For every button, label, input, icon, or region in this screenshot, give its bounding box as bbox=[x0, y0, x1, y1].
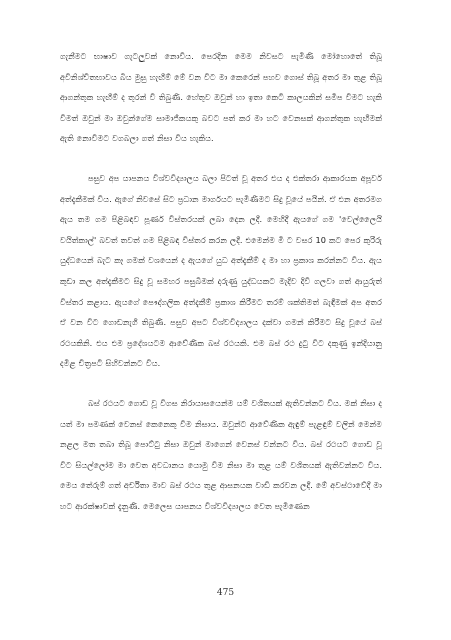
page-number: 475 bbox=[216, 588, 235, 598]
paragraph-2: පසුව අප යාපනය විශ්වවිද්‍යාලය බලා පිටත් වූ අතර එය ද එක්තරා ආකාරයක අපූර්ව අත්දැකීමක් විය. ඇගේ නිවසේ සිට ප්‍රධාන මාර්ගයට පැමිණීමට සිදු වූයේ පයින්. ඒ එන අතරමග ඇය තම ගම පිළිබඳව පූර්ණ විස්තරයක් ලබා දෙන ලදී. මෙහිදී ඇයගේ ගම 'වෙල්ලෛයි වයිත්කාල්' බවත් තවත් ගම පිළිබඳ විස්තර කරන ලදී. එමෙන්ම මී ට වසර 10 කට පෙර කුරිරු යුද්ධයෙන් බැට කෑ ගමක් වශයෙන් ද ඇයගේ යුධ අත්දැකීම් ද මා හා ප්‍රකාශ කරන්නට විය. ඇය කුඩා කල අත්දැකීමට සිදු වූ සමහර පසුබිමක් දරුණු යුද්ධයකට මැදිව දිවි ගලවා ගත් ආයුරුත් විස්තර කළාය. ඇයගේ පෞද්ගලික අත්දැකීම් ප්‍රකාශ කිරීමට තරම් ශක්තිමත් බැඳීමක් අප අතර ඒ වන විට ගොඩනැගී තිබුණි. පසුව අපට විශ්වවිද්‍යාලය දක්වා ගමන් කිරීමට සිදු වූයේ බස් රථයකිනි. එය එම ප්‍රදේශයටම ආවේණික බස් රථයකි. එම බස් රථ දුටු විට දකුණු ඉන්දියානු දමිළ චිත්‍රපටි සිහිවන්නට විය. bbox=[60, 172, 382, 369]
paragraph-spacer bbox=[60, 149, 382, 168]
paragraph-3: බස් රථයට ගොඩ වූ විගස නිරායාසයෙන්ම යම් වශිතයක් ඇතිවන්නට විය. මක් නිසා ද යත් මා පමණක් වෙනස් කෙනෙකු වීම නිසාය. ඔවුන්ට ආවේණික ඇඳුම් පැළඳුම් වලින් මෙන්ම නළල මත තබා තිබූ පොට්ටු නිසා ඔවුන් මාගෙන් වෙනස් වන්නට විය. බස් රථයට ගොඩ වූ විට සියල්ලෝම මා වෙත අවධානය යොමු වීම නිසා මා තුළ යම් වශිතයක් ඇතිවන්නට විය. මෙය තේරුම් ගත් අර්චිතා මාව බස් රථය තුළ ආසනයක වාඩි කරවන ලදී. මේ අවස්ථාවේදී මා හට ආරක්ෂාවක් දැනුණි. මෙලෙස යාපනය විශ්වවිද්‍යාලය වෙත පැමිණෙන bbox=[60, 397, 382, 511]
body-text bbox=[60, 46, 382, 516]
paragraph-1: ගැනීමට භාෂාව ගැටලුවක් නොවිය. පෙරදින මෙම නිවසට පැමිණි මෝහොතේ තිබූ අවිනිශ්චිතභාවය බිය මුසු හැඟීම් මේ වන විට මා කෙරෙන් පහව ගොස් තිබූ අතර මා තුළ තිබූ ආගන්තුක හැඟීම් ද තුරන් වී තිබුණි. හේතුව ඔවුන් හා ඉතා කෙටි කාලයකින් සමීප විමට හැකි වීමත් ඔවුන් මා ඔවුන්ගේම සාමාජිකයකු බවට පත් කර මා හට වෙනසක් ආගන්තුක හැඟීමක් ඇති නොවීමට වගබලා ගත් නිසා විය හැකිය. bbox=[60, 51, 382, 144]
paragraph-spacer bbox=[60, 374, 382, 393]
